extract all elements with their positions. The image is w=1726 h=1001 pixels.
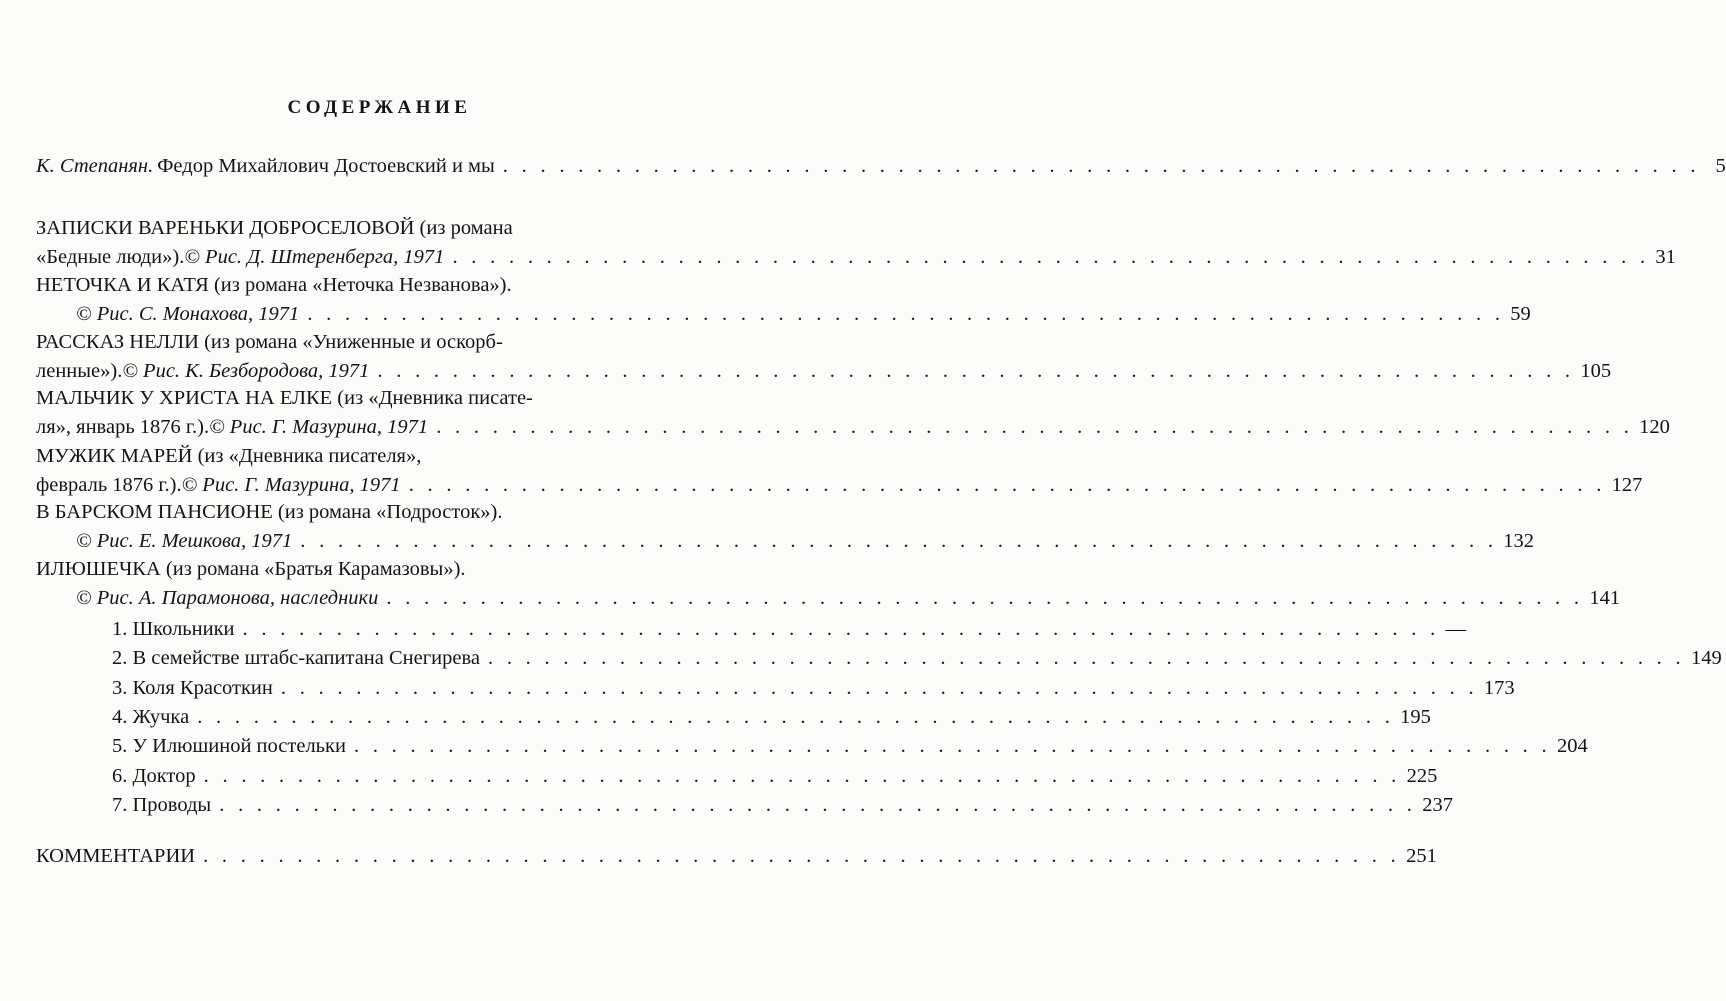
page-number: 237	[1422, 794, 1453, 816]
dot-leader: . . . . . . . . . . . . . . . . . . . . . . . . . . . . . . . . . . . . . . . . . . . . . . . . . . . . . . . . . . . . . . . .	[487, 647, 1685, 669]
dot-leader: . . . . . . . . . . . . . . . . . . . . . . . . . . . . . . . . . . . . . . . . . . . . . . . . . . . . . . . . . . . . . . . .	[436, 416, 1634, 438]
toc-line	[0, 673, 1515, 703]
toc-entry-row[interactable]	[36, 242, 1676, 272]
toc-entry-row[interactable]	[112, 702, 1431, 732]
illustration-credit: © Рис. К. Безбородова, 1971	[122, 360, 370, 382]
dot-leader: . . . . . . . . . . . . . . . . . . . . . . . . . . . . . . . . . . . . . . . . . . . . . . . . . . . . . . . . . . . . . . . .	[197, 706, 1395, 728]
page-number: 173	[1483, 677, 1515, 699]
toc-line	[0, 614, 1467, 644]
toc-entry-row[interactable]	[36, 356, 1612, 386]
toc-line	[0, 497, 759, 527]
dot-leader: . . . . . . . . . . . . . . . . . . . . . . . . . . . . . . . . . . . . . . . . . . . . . . . . . . . . . . . . . . . . . . . .	[307, 303, 1505, 325]
dot-leader: . . . . . . . . . . . . . . . . . . . . . . . . . . . . . . . . . . . . . . . . . . . . . . . . . . . . . . . . . . . . . . . .	[203, 765, 1401, 787]
illustration-credit: © Рис. С. Монахова, 1971	[76, 303, 300, 325]
dot-leader: . . . . . . . . . . . . . . . . . . . . . . . . . . . . . . . . . . . . . . . . . . . . . . . . . . . . . . . . . . . . . . . .	[219, 794, 1417, 816]
entry-title: ЗАПИСКИ ВАРЕНЬКИ ДОБРОСЕЛОВОЙ (из романа	[36, 217, 513, 239]
illustration-credit: © Рис. Е. Мешкова, 1971	[76, 530, 293, 552]
toc-line	[0, 731, 1588, 761]
toc-entry-row[interactable]	[36, 412, 1670, 442]
page-number: 5	[1715, 155, 1726, 177]
chapter-title: 2. В семействе штабс-капитана Снегирева	[112, 647, 480, 669]
toc-entry-row[interactable]	[112, 673, 1515, 703]
dot-leader: . . . . . . . . . . . . . . . . . . . . . . . . . . . . . . . . . . . . . . . . . . . . . . . . . . . . . . . . . . . . . . . .	[242, 618, 1440, 640]
toc-line	[0, 554, 759, 584]
entry-title: Федор Михайлович Достоевский и мы	[157, 155, 495, 177]
page-number: 204	[1556, 735, 1588, 757]
entry-title: МУЖИК МАРЕЙ (из «Дневника писателя»,	[36, 445, 422, 467]
toc-line	[0, 242, 1676, 272]
page-number: 141	[1589, 587, 1621, 609]
entry-title: В БАРСКОМ ПАНСИОНЕ (из романа «Подросток»).	[36, 501, 503, 523]
entry-title: МАЛЬЧИК У ХРИСТА НА ЕЛКЕ (из «Дневника писате-	[36, 387, 533, 409]
page-number: 149	[1690, 647, 1722, 669]
entry-author: К. Степанян.	[36, 155, 154, 177]
toc-line	[0, 702, 1431, 732]
chapter-title: 6. Доктор	[112, 765, 196, 787]
toc-line	[0, 356, 1612, 386]
dot-leader: . . . . . . . . . . . . . . . . . . . . . . . . . . . . . . . . . . . . . . . . . . . . . . . . . . . . . . . . . . . . . . . .	[300, 530, 1498, 552]
entry-title-continued: февраль 1876 г.).	[36, 474, 182, 496]
chapter-title: 7. Проводы	[112, 794, 212, 816]
chapter-title: 4. Жучка	[112, 706, 190, 728]
toc-line	[0, 327, 759, 357]
toc-entry-row[interactable]	[76, 299, 1531, 329]
toc-line	[0, 412, 1670, 442]
toc-line	[0, 643, 1722, 673]
entry-title-continued: ля», январь 1876 г.).	[36, 416, 210, 438]
toc-line	[0, 383, 759, 413]
illustration-credit: © Рис. Г. Мазурина, 1971	[181, 474, 401, 496]
toc-entry-row[interactable]	[112, 790, 1453, 820]
page-number: 251	[1406, 845, 1437, 867]
page-number: 127	[1611, 474, 1643, 496]
entry-title-continued: «Бедные люди»).	[36, 246, 185, 268]
entry-title: ИЛЮШЕЧКА (из романа «Братья Карамазовы»).	[36, 558, 466, 580]
chapter-title: 1. Школьники	[112, 618, 235, 640]
dot-leader: . . . . . . . . . . . . . . . . . . . . . . . . . . . . . . . . . . . . . . . . . . . . . . . . . . . . . . . . . . . . . . . .	[502, 155, 1700, 177]
toc-entry-row[interactable]	[112, 614, 1467, 644]
page-number: 132	[1503, 530, 1535, 552]
dot-leader: . . . . . . . . . . . . . . . . . . . . . . . . . . . . . . . . . . . . . . . . . . . . . . . . . . . . . . . . . . . . . . . .	[353, 735, 1551, 757]
page-number: 120	[1639, 416, 1670, 438]
page-number: 105	[1580, 360, 1612, 382]
toc-entry-row[interactable]	[112, 731, 1588, 761]
toc-line	[0, 213, 759, 243]
toc-entry-row[interactable]	[36, 841, 1437, 871]
toc-entry-row[interactable]	[112, 761, 1438, 791]
page-number: 195	[1400, 706, 1431, 728]
toc-line	[0, 761, 1438, 791]
toc-line	[0, 790, 1453, 820]
toc-entry-row[interactable]	[76, 583, 1621, 613]
dot-leader: . . . . . . . . . . . . . . . . . . . . . . . . . . . . . . . . . . . . . . . . . . . . . . . . . . . . . . . . . . . . . . . .	[280, 677, 1478, 699]
toc-line	[0, 151, 1726, 181]
page-number: —	[1445, 618, 1467, 640]
toc-line	[0, 583, 1621, 613]
dot-leader: . . . . . . . . . . . . . . . . . . . . . . . . . . . . . . . . . . . . . . . . . . . . . . . . . . . . . . . . . . . . . . . .	[377, 360, 1575, 382]
page-number: 225	[1406, 765, 1438, 787]
chapter-title: 3. Коля Красоткин	[112, 677, 273, 699]
illustration-credit: © Рис. Г. Мазурина, 1971	[209, 416, 429, 438]
chapter-title: 5. У Илюшиной постельки	[112, 735, 346, 757]
toc-line	[0, 299, 1531, 329]
dot-leader: . . . . . . . . . . . . . . . . . . . . . . . . . . . . . . . . . . . . . . . . . . . . . . . . . . . . . . . . . . . . . . . .	[386, 587, 1584, 609]
toc-line	[0, 526, 1535, 556]
toc-entry-row[interactable]	[36, 470, 1643, 500]
toc-line	[0, 270, 759, 300]
dot-leader: . . . . . . . . . . . . . . . . . . . . . . . . . . . . . . . . . . . . . . . . . . . . . . . . . . . . . . . . . . . . . . . .	[452, 246, 1650, 268]
toc-entry-row[interactable]	[76, 526, 1535, 556]
entry-title-continued: ленные»).	[36, 360, 123, 382]
toc-line	[0, 470, 1643, 500]
toc-line	[0, 441, 759, 471]
page-number: 59	[1510, 303, 1531, 325]
toc-entry-row[interactable]	[36, 151, 1726, 181]
page-number: 31	[1655, 246, 1676, 268]
illustration-credit: © Рис. Д. Штеренберга, 1971	[184, 246, 445, 268]
entry-title: КОММЕНТАРИИ	[36, 845, 196, 867]
page-title: СОДЕРЖАНИЕ	[287, 97, 472, 118]
dot-leader: . . . . . . . . . . . . . . . . . . . . . . . . . . . . . . . . . . . . . . . . . . . . . . . . . . . . . . . . . . . . . . . .	[408, 474, 1606, 496]
toc-entry-row[interactable]	[112, 643, 1722, 673]
dot-leader: . . . . . . . . . . . . . . . . . . . . . . . . . . . . . . . . . . . . . . . . . . . . . . . . . . . . . . . . . . . . . . . .	[203, 845, 1401, 867]
entry-title: РАССКАЗ НЕЛЛИ (из романа «Униженные и оскорб-	[36, 331, 503, 353]
entry-title: НЕТОЧКА И КАТЯ (из романа «Неточка Незванова»).	[36, 274, 512, 296]
illustration-credit: © Рис. А. Парамонова, наследники	[76, 587, 379, 609]
toc-line	[0, 841, 1437, 871]
